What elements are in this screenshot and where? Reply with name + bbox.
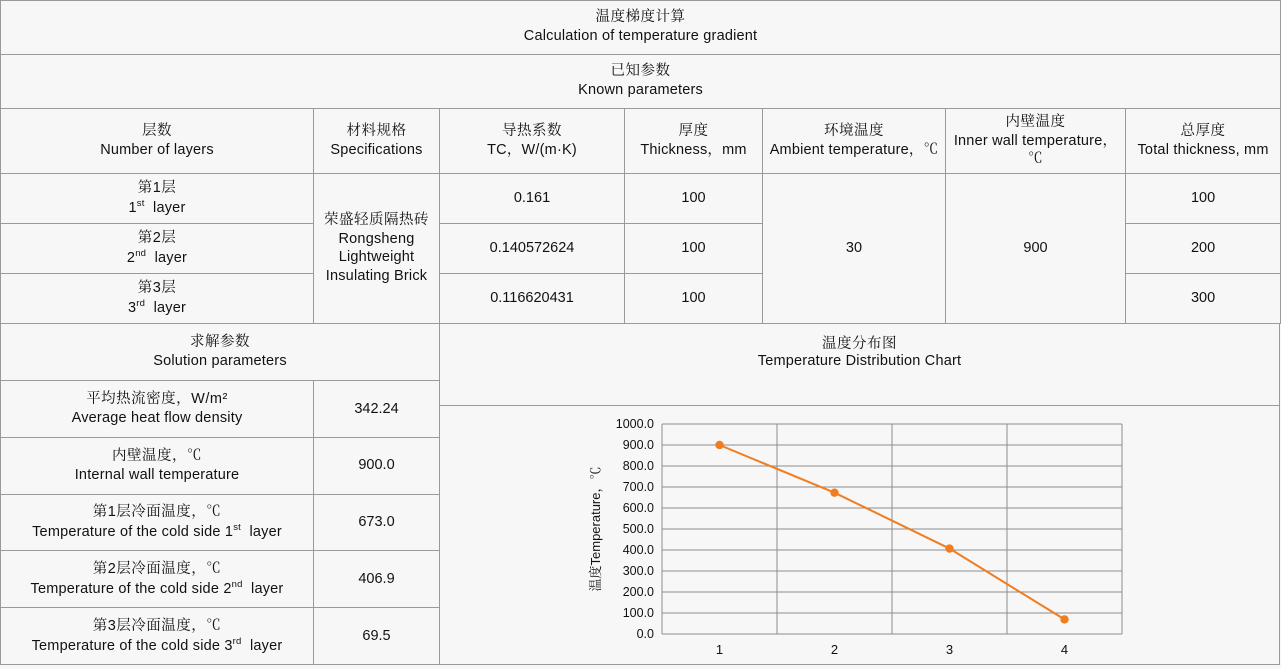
y-axis-title: 温度Temperature，℃ — [588, 466, 604, 592]
known-heading-cn: 已知参数 — [610, 63, 671, 80]
cold-side-1-pre: Temperature of the cold side — [32, 523, 221, 540]
layer1-sup: st — [136, 197, 145, 209]
chart-svg — [440, 406, 1280, 664]
table-row — [1, 551, 440, 608]
solution-value-cold-side-1: 673.0 — [314, 494, 440, 551]
cold-side-1-en — [4, 522, 310, 541]
y-axis-tick-label: 100.0 — [622, 605, 655, 620]
layer1-word: layer — [153, 199, 186, 216]
cell-tc-3: 0.116620431 — [440, 273, 625, 323]
cold-side-3-num: 3 — [224, 637, 233, 654]
cell-thickness-2: 100 — [625, 223, 763, 273]
cell-material — [314, 173, 440, 323]
cold-side-2-en — [4, 579, 310, 598]
x-axis-tick-label: 4 — [1060, 641, 1069, 657]
column-header-tc — [440, 109, 625, 174]
material-cn: 荣盛轻质隔热砖 — [324, 212, 429, 229]
solution-heading-cn: 求解参数 — [190, 334, 250, 351]
cell-inner-wall-temperature: 900 — [946, 173, 1126, 323]
column-header-inner-wall — [946, 109, 1126, 174]
layer2-sup: nd — [135, 247, 147, 259]
cell-layer-2 — [1, 223, 314, 273]
cell-ambient-temperature: 30 — [763, 173, 946, 323]
column-header-layers — [1, 109, 314, 174]
cold-side-1-num: 1 — [224, 523, 234, 540]
y-axis-tick-label: 300.0 — [622, 563, 655, 578]
cold-side-3-sup: rd — [232, 635, 242, 647]
y-axis-tick-label: 700.0 — [622, 479, 655, 494]
cold-side-2-post: layer — [251, 580, 284, 597]
y-axis-tick-label: 200.0 — [622, 584, 655, 599]
solution-heading-row — [1, 324, 440, 381]
data-point-marker — [1060, 615, 1068, 623]
solution-parameters-table — [0, 324, 440, 665]
layer2-en — [4, 248, 310, 267]
solution-label-inner-wall-temp — [1, 437, 314, 494]
cold-side-1-cn: 第1层冷面温度，℃ — [92, 504, 222, 521]
layer3-cn: 第3层 — [137, 280, 177, 297]
known-parameters-table — [0, 0, 1281, 324]
col-total-cn: 总厚度 — [1180, 123, 1226, 140]
cold-side-3-cn: 第3层冷面温度，℃ — [92, 617, 222, 634]
table-row — [1, 608, 440, 665]
y-axis-tick-label: 0.0 — [636, 626, 655, 641]
solution-value-cold-side-3: 69.5 — [314, 608, 440, 665]
col-layers-cn: 层数 — [142, 123, 172, 140]
chart-title-cn: 温度分布图 — [822, 335, 898, 352]
cell-total-2: 200 — [1126, 223, 1281, 273]
cell-total-1: 100 — [1126, 173, 1281, 223]
solution-label-cold-side-1 — [1, 494, 314, 551]
y-axis-tick-label: 900.0 — [622, 437, 655, 452]
cold-side-2-cn: 第2层冷面温度，℃ — [92, 561, 222, 578]
cell-thickness-1: 100 — [625, 173, 763, 223]
solution-label-cold-side-3 — [1, 608, 314, 665]
data-point-marker — [715, 441, 723, 449]
col-inner-cn: 内壁温度 — [1005, 114, 1066, 131]
cell-total-3: 300 — [1126, 273, 1281, 323]
layer3-num: 3 — [127, 299, 137, 316]
col-inner-en: Inner wall temperature，℃ — [953, 132, 1118, 168]
cold-side-3-en — [4, 636, 310, 655]
y-axis-tick-label: 1000.0 — [615, 416, 655, 431]
col-tc-cn: 导热系数 — [502, 123, 562, 140]
layer3-sup: rd — [136, 297, 146, 309]
known-parameters-heading-row — [1, 55, 1281, 109]
layer1-en — [4, 198, 310, 217]
cold-side-2-sup: nd — [231, 578, 243, 590]
solution-heading — [1, 324, 440, 381]
column-header-ambient — [763, 109, 946, 174]
table-row — [1, 494, 440, 551]
x-axis-tick-label: 1 — [715, 641, 724, 657]
col-total-en: Total thickness, mm — [1137, 142, 1269, 158]
title-en: Calculation of temperature gradient — [523, 27, 758, 44]
inner-wall-temp-en: Internal wall temperature — [74, 466, 240, 483]
layer2-cn: 第2层 — [137, 230, 177, 247]
column-header-total-thickness — [1126, 109, 1281, 174]
x-axis-tick-label: 2 — [830, 641, 839, 657]
col-spec-en: Specifications — [330, 142, 423, 158]
cell-thickness-3: 100 — [625, 273, 763, 323]
col-ambient-en: Ambient temperature，℃ — [769, 142, 939, 158]
y-axis-tick-label: 400.0 — [622, 542, 655, 557]
column-header-thickness — [625, 109, 763, 174]
known-heading-en: Known parameters — [578, 81, 703, 98]
solution-value-inner-wall-temp: 900.0 — [314, 437, 440, 494]
col-ambient-cn: 环境温度 — [824, 123, 884, 140]
cold-side-1-post: layer — [249, 523, 282, 540]
heat-flux-cn: 平均热流密度，W/m² — [86, 391, 228, 408]
layer2-num: 2 — [126, 249, 136, 266]
data-point-marker — [945, 544, 953, 552]
col-layers-en: Number of layers — [100, 142, 214, 158]
temperature-distribution-chart — [440, 406, 1279, 664]
y-axis-tick-label: 600.0 — [622, 500, 655, 515]
heat-flux-en: Average heat flow density — [71, 409, 243, 426]
y-axis-tick-label: 800.0 — [622, 458, 655, 473]
data-point-marker — [830, 488, 838, 496]
chart-panel — [440, 324, 1280, 665]
table-row — [1, 173, 1281, 223]
chart-panel-title — [440, 324, 1279, 406]
x-axis-tick-label: 3 — [945, 641, 954, 657]
table-row — [1, 381, 440, 438]
bottom-section — [0, 324, 1280, 665]
cold-side-2-num: 2 — [223, 580, 232, 597]
known-parameters-heading — [1, 55, 1281, 109]
cold-side-2-pre: Temperature of the cold side — [30, 580, 220, 597]
cold-side-3-pre: Temperature of the cold side — [31, 637, 221, 654]
table-row — [1, 437, 440, 494]
column-header-specifications — [314, 109, 440, 174]
col-tc-en: TC，W/(m·K) — [487, 142, 577, 158]
document-title-row — [1, 1, 1281, 55]
cell-layer-1 — [1, 173, 314, 223]
cell-tc-1: 0.161 — [440, 173, 625, 223]
solution-label-cold-side-2 — [1, 551, 314, 608]
col-spec-cn: 材料规格 — [346, 123, 407, 140]
title-cn: 温度梯度计算 — [595, 9, 686, 25]
layer3-en — [4, 298, 310, 317]
cold-side-3-post: layer — [249, 637, 283, 654]
inner-wall-temp-cn: 内壁温度，℃ — [112, 448, 202, 465]
col-thickness-cn: 厚度 — [678, 123, 709, 140]
col-thickness-en: Thickness，mm — [640, 142, 747, 158]
layer3-word: layer — [153, 299, 187, 316]
cell-layer-3 — [1, 273, 314, 323]
solution-value-cold-side-2: 406.9 — [314, 551, 440, 608]
y-axis-tick-label: 500.0 — [622, 521, 655, 536]
chart-title-en: Temperature Distribution Chart — [757, 352, 962, 369]
page-title — [1, 1, 1281, 55]
solution-value-heat-flux: 342.24 — [314, 381, 440, 438]
layer1-cn: 第1层 — [137, 180, 177, 197]
cell-tc-2: 0.140572624 — [440, 223, 625, 273]
solution-label-heat-flux — [1, 381, 314, 438]
cold-side-1-sup: st — [233, 522, 241, 534]
material-en: Rongsheng Lightweight Insulating Brick — [325, 230, 428, 284]
solution-heading-en: Solution parameters — [153, 352, 287, 369]
layer2-word: layer — [154, 249, 188, 266]
layer1-num: 1 — [128, 199, 137, 216]
known-header-row — [1, 109, 1281, 174]
